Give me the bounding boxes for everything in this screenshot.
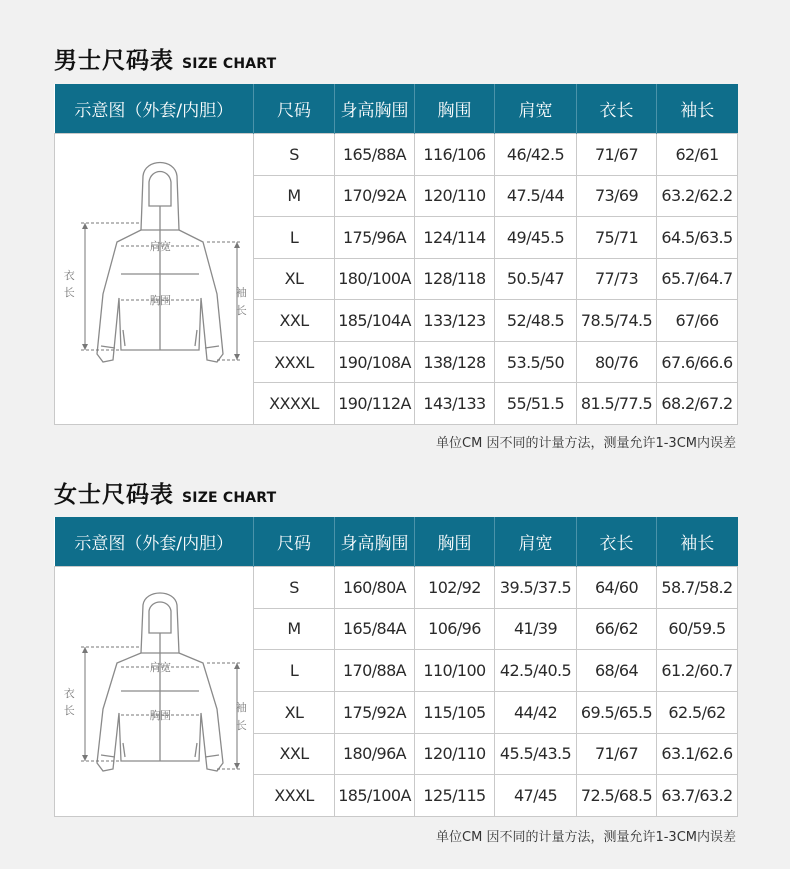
- cell-height-chest: 160/80A: [335, 567, 415, 609]
- cell-chest: 143/133: [415, 383, 495, 425]
- cell-height-chest: 185/100A: [335, 775, 415, 817]
- cell-chest: 128/118: [415, 258, 495, 300]
- header-diagram: 示意图（外套/内胆）: [55, 517, 254, 567]
- cell-chest: 102/92: [415, 567, 495, 609]
- cell-size: XXXL: [254, 775, 335, 817]
- sleeve-label-2: 长: [235, 719, 247, 732]
- cell-size: XXL: [254, 300, 335, 342]
- cell-sleeve: 58.7/58.2: [657, 567, 738, 609]
- cell-length: 69.5/65.5: [577, 691, 657, 733]
- cell-height-chest: 175/96A: [335, 217, 415, 259]
- cell-sleeve: 62.5/62: [657, 691, 738, 733]
- cell-height-chest: 185/104A: [335, 300, 415, 342]
- cell-height-chest: 170/92A: [335, 175, 415, 217]
- cell-chest: 124/114: [415, 217, 495, 259]
- men-unit-note: 单位CM 因不同的计量方法，测量允许1-3CM内误差: [436, 436, 736, 451]
- header-size: 尺码: [254, 517, 335, 567]
- cell-sleeve: 65.7/64.7: [657, 258, 738, 300]
- cell-size: S: [254, 567, 335, 609]
- sleeve-label-2: 长: [235, 304, 247, 317]
- cell-height-chest: 180/96A: [335, 733, 415, 775]
- cell-length: 78.5/74.5: [577, 300, 657, 342]
- length-label-1: 衣: [63, 269, 75, 282]
- cell-chest: 125/115: [415, 775, 495, 817]
- cell-length: 81.5/77.5: [577, 383, 657, 425]
- table-row: [55, 567, 738, 609]
- cell-height-chest: 165/88A: [335, 134, 415, 176]
- shoulder-label: 肩宽: [149, 661, 171, 674]
- header-chest: 胸围: [415, 517, 495, 567]
- cell-sleeve: 68.2/67.2: [657, 383, 738, 425]
- header-length: 衣长: [577, 517, 657, 567]
- cell-chest: 115/105: [415, 691, 495, 733]
- women-header-row: [55, 517, 738, 567]
- cell-height-chest: 165/84A: [335, 608, 415, 650]
- cell-height-chest: 170/88A: [335, 650, 415, 692]
- cell-chest: 120/110: [415, 175, 495, 217]
- header-sleeve: 袖长: [657, 84, 738, 134]
- cell-height-chest: 175/92A: [335, 691, 415, 733]
- cell-length: 68/64: [577, 650, 657, 692]
- men-title-en: SIZE CHART: [182, 56, 277, 72]
- jacket-diagram: [55, 567, 254, 812]
- cell-sleeve: 61.2/60.7: [657, 650, 738, 692]
- header-length: 衣长: [577, 84, 657, 134]
- chest-label: 胸围: [149, 709, 171, 722]
- cell-shoulder: 47.5/44: [495, 175, 577, 217]
- cell-sleeve: 63.1/62.6: [657, 733, 738, 775]
- cell-size: XL: [254, 258, 335, 300]
- cell-size: M: [254, 608, 335, 650]
- cell-shoulder: 47/45: [495, 775, 577, 817]
- cell-height-chest: 190/112A: [335, 383, 415, 425]
- cell-length: 66/62: [577, 608, 657, 650]
- header-shoulder: 肩宽: [495, 517, 577, 567]
- cell-shoulder: 50.5/47: [495, 258, 577, 300]
- sleeve-label-1: 袖: [235, 701, 247, 714]
- cell-sleeve: 67.6/66.6: [657, 341, 738, 383]
- cell-size: L: [254, 217, 335, 259]
- cell-shoulder: 46/42.5: [495, 134, 577, 176]
- women-title-en: SIZE CHART: [182, 490, 277, 506]
- cell-shoulder: 41/39: [495, 608, 577, 650]
- length-label-1: 衣: [63, 687, 75, 700]
- cell-sleeve: 63.2/62.2: [657, 175, 738, 217]
- cell-sleeve: 62/61: [657, 134, 738, 176]
- cell-size: XXXXL: [254, 383, 335, 425]
- jacket-diagram-cell: [55, 567, 254, 817]
- header-height-chest: 身高胸围: [335, 84, 415, 134]
- cell-shoulder: 42.5/40.5: [495, 650, 577, 692]
- cell-height-chest: 190/108A: [335, 341, 415, 383]
- cell-shoulder: 53.5/50: [495, 341, 577, 383]
- cell-height-chest: 180/100A: [335, 258, 415, 300]
- cell-length: 72.5/68.5: [577, 775, 657, 817]
- cell-size: XXXL: [254, 341, 335, 383]
- women-title: [54, 476, 276, 509]
- cell-sleeve: 60/59.5: [657, 608, 738, 650]
- chest-label: 胸围: [149, 294, 171, 307]
- women-unit-note: 单位CM 因不同的计量方法，测量允许1-3CM内误差: [436, 830, 736, 845]
- women-size-table: [54, 517, 738, 817]
- shoulder-label: 肩宽: [149, 240, 171, 253]
- header-chest: 胸围: [415, 84, 495, 134]
- cell-size: M: [254, 175, 335, 217]
- header-sleeve: 袖长: [657, 517, 738, 567]
- header-size: 尺码: [254, 84, 335, 134]
- cell-chest: 110/100: [415, 650, 495, 692]
- cell-size: L: [254, 650, 335, 692]
- cell-size: S: [254, 134, 335, 176]
- cell-length: 71/67: [577, 733, 657, 775]
- cell-shoulder: 52/48.5: [495, 300, 577, 342]
- header-height-chest: 身高胸围: [335, 517, 415, 567]
- header-diagram: 示意图（外套/内胆）: [55, 84, 254, 134]
- cell-length: 71/67: [577, 134, 657, 176]
- cell-sleeve: 64.5/63.5: [657, 217, 738, 259]
- cell-sleeve: 67/66: [657, 300, 738, 342]
- cell-length: 73/69: [577, 175, 657, 217]
- cell-shoulder: 49/45.5: [495, 217, 577, 259]
- cell-size: XL: [254, 691, 335, 733]
- length-label-2: 长: [63, 286, 75, 299]
- cell-shoulder: 55/51.5: [495, 383, 577, 425]
- cell-length: 75/71: [577, 217, 657, 259]
- cell-size: XXL: [254, 733, 335, 775]
- sleeve-label-1: 袖: [235, 286, 247, 299]
- cell-shoulder: 45.5/43.5: [495, 733, 577, 775]
- cell-chest: 116/106: [415, 134, 495, 176]
- cell-chest: 133/123: [415, 300, 495, 342]
- cell-sleeve: 63.7/63.2: [657, 775, 738, 817]
- cell-chest: 106/96: [415, 608, 495, 650]
- cell-length: 77/73: [577, 258, 657, 300]
- cell-shoulder: 44/42: [495, 691, 577, 733]
- cell-length: 64/60: [577, 567, 657, 609]
- cell-shoulder: 39.5/37.5: [495, 567, 577, 609]
- cell-chest: 120/110: [415, 733, 495, 775]
- cell-length: 80/76: [577, 341, 657, 383]
- header-shoulder: 肩宽: [495, 84, 577, 134]
- length-label-2: 长: [63, 704, 75, 717]
- men-title-cn: 男士尺码表: [54, 48, 174, 74]
- women-title-cn: 女士尺码表: [54, 482, 174, 508]
- cell-chest: 138/128: [415, 341, 495, 383]
